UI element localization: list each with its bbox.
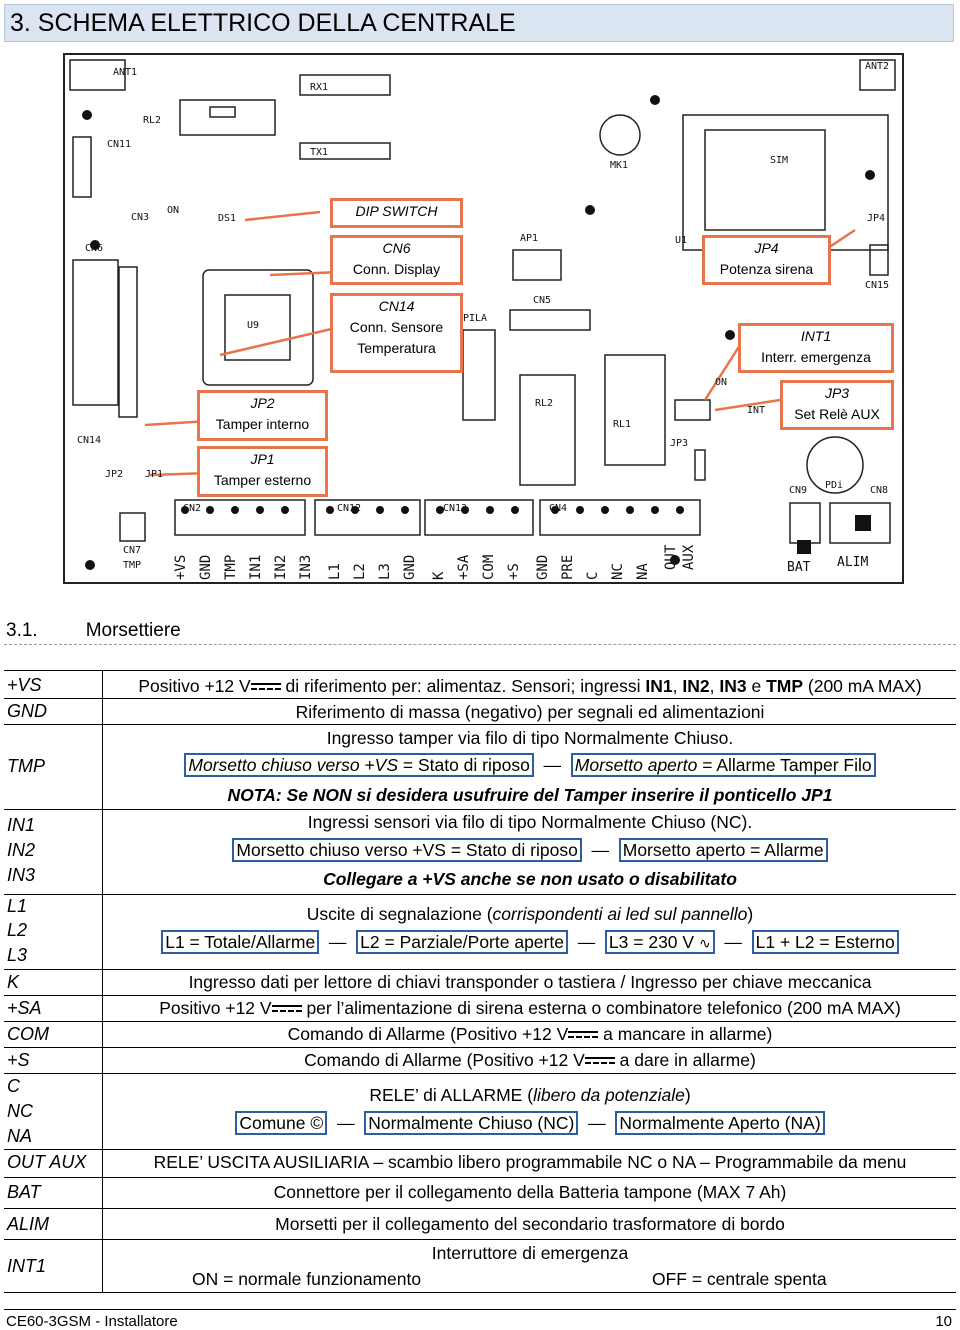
term-c: C (7, 1076, 20, 1096)
desc-in-line3: Collegare a +VS anche se non usato o disabilitato (323, 869, 737, 889)
term-k: K (7, 972, 20, 992)
label-u1: U1 (675, 235, 688, 246)
desc-int1-line1: Interruttore di emergenza (431, 1243, 629, 1263)
callout-jp4: JP4 Potenza sirena (702, 235, 831, 285)
label-jp2: JP2 (105, 469, 124, 480)
desc-k: Ingresso dati per lettore di chiavi transponder o tastiera / Ingresso per chiave meccanica (188, 972, 872, 992)
desc-tmp-line1: Ingresso tamper via filo di tipo Normalmente Chiuso. (326, 728, 734, 748)
table-bottom-line (4, 1292, 956, 1293)
label-u9: U9 (247, 320, 260, 331)
page-header (4, 4, 954, 42)
terminal-label: IN2 (273, 554, 289, 580)
label-rl2: RL2 (143, 115, 162, 126)
label-cn15: CN15 (865, 280, 890, 291)
term-l3: L3 (7, 945, 28, 965)
terminal-label: NC (610, 563, 626, 580)
label-rl2-lower: RL2 (535, 398, 554, 409)
label-alim: ALIM (837, 555, 869, 570)
term-vs: +VS (7, 675, 42, 695)
terminal-label: OUT (663, 544, 679, 570)
desc-int1-off: OFF = centrale spenta (652, 1269, 827, 1289)
label-ds1: DS1 (218, 213, 237, 224)
desc-alim: Morsetti per il collegamento del secondario trasformatore di bordo (275, 1214, 785, 1234)
term-l2: L2 (7, 920, 28, 940)
term-int1: INT1 (7, 1256, 47, 1276)
label-on-int: ON (715, 377, 728, 388)
desc-bat: Connettore per il collegamento della Batteria tampone (MAX 7 Ah) (273, 1182, 787, 1202)
label-cn8: CN8 (870, 485, 889, 496)
label-pila: PILA (463, 313, 488, 324)
label-cn2: CN2 (183, 503, 202, 514)
callout-int1: INT1 Interr. emergenza (738, 323, 894, 373)
desc-l-line1: Uscite di segnalazione (corrispondenti ai led sul pannello) (306, 904, 754, 924)
term-in1: IN1 (7, 815, 36, 835)
term-in2: IN2 (7, 840, 36, 860)
terminal-label: GND (535, 554, 551, 580)
row-divider (4, 995, 956, 996)
label-cn6: CN6 (85, 243, 104, 254)
desc-l-line2: L1 = Totale/Allarme — L2 = Parziale/Porte aperte — L3 = 230 V ∿ — L1 + L2 = Esterno (106, 932, 954, 953)
term-sa: +SA (7, 998, 42, 1018)
label-tmp: TMP (123, 560, 142, 571)
page-title: 3. SCHEMA ELETTRICO DELLA CENTRALE (10, 9, 516, 37)
section-divider (4, 644, 956, 645)
callout-cn14: CN14 Conn. Sensore Temperatura (330, 293, 463, 373)
section-number: 3.1. (6, 620, 38, 641)
terminal-label: AUX (681, 544, 697, 570)
label-cn13: CN13 (443, 503, 468, 514)
label-bat: BAT (787, 560, 811, 575)
row-divider (4, 1149, 956, 1150)
desc-in-line1: Ingressi sensori via filo di tipo Normalmente Chiuso (NC). (307, 812, 753, 832)
label-cn14: CN14 (77, 435, 102, 446)
label-ap1: AP1 (520, 233, 539, 244)
terminal-label: NA (635, 563, 651, 580)
desc-s: Comando di Allarme (Positivo +12 V a dare in allarme) (304, 1050, 756, 1070)
callout-cn6: CN6 Conn. Display (330, 235, 463, 285)
desc-int1-on: ON = normale funzionamento (192, 1269, 422, 1289)
label-sim: SIM (770, 155, 789, 166)
label-cn11: CN11 (107, 139, 132, 150)
term-alim: ALIM (7, 1214, 50, 1234)
term-l1: L1 (7, 896, 28, 916)
callout-jp1: JP1 Tamper esterno (197, 446, 328, 497)
label-pdi: PDi (825, 480, 844, 491)
term-out-aux: OUT AUX (7, 1152, 87, 1172)
label-tx1: TX1 (310, 147, 329, 158)
row-divider (4, 1177, 956, 1178)
desc-gnd: Riferimento di massa (negativo) per segnali ed alimentazioni (295, 702, 765, 722)
label-on: ON (167, 205, 180, 216)
label-cn3: CN3 (131, 212, 150, 223)
label-cn12: CN12 (337, 503, 362, 514)
term-nc: NC (7, 1101, 33, 1121)
row-divider (4, 698, 956, 699)
footer-doc-name: CE60-3GSM - Installatore (6, 1313, 178, 1330)
desc-tmp-line2: Morsetto chiuso verso +VS = Stato di riposo — Morsetto aperto = Allarme Tamper Filo (106, 755, 954, 776)
desc-in-line2: Morsetto chiuso verso +VS = Stato di riposo — Morsetto aperto = Allarme (106, 840, 954, 861)
terminal-label: +SA (456, 554, 472, 580)
label-ant1: ANT1 (113, 67, 138, 78)
label-int: INT (747, 405, 766, 416)
column-divider (102, 670, 103, 1292)
callout-jp3: JP3 Set Relè AUX (780, 380, 894, 430)
desc-sa: Positivo +12 V per l’alimentazione di sirena esterna o combinatore telefonico (200 mA MAX) (159, 998, 901, 1018)
label-jp1: JP1 (145, 469, 164, 480)
label-rx1: RX1 (310, 82, 329, 93)
desc-tmp-note: NOTA: Se NON si desidera usufruire del Tamper inserire il ponticello JP1 (227, 785, 833, 805)
callout-dip-switch: DIP SWITCH (330, 198, 463, 228)
row-divider (4, 1021, 956, 1022)
term-com: COM (7, 1024, 49, 1044)
terminal-label: GND (402, 554, 418, 580)
desc-out-aux: RELE’ USCITA AUSILIARIA – scambio libero programmabile NC o NA – Programmabile da menu (153, 1152, 907, 1172)
label-jp3: JP3 (670, 438, 689, 449)
desc-com: Comando di Allarme (Positivo +12 V a mancare in allarme) (287, 1024, 773, 1044)
row-divider (4, 1047, 956, 1048)
row-divider (4, 724, 956, 725)
terminal-label: IN1 (248, 554, 264, 580)
terminal-label: +VS (173, 554, 189, 580)
footer-line (4, 1309, 956, 1310)
term-bat: BAT (7, 1182, 41, 1202)
label-cn7: CN7 (123, 545, 142, 556)
table-top-line (4, 670, 956, 671)
label-cn5: CN5 (533, 295, 552, 306)
terminal-label: IN3 (298, 554, 314, 580)
section-heading (6, 620, 181, 642)
callout-jp2: JP2 Tamper interno (197, 390, 328, 441)
terminal-label: +S (506, 563, 522, 580)
row-divider (4, 1239, 956, 1240)
terminal-label: COM (481, 554, 497, 580)
label-cn4: CN4 (549, 503, 568, 514)
term-gnd: GND (7, 701, 47, 721)
term-tmp: TMP (7, 756, 45, 776)
label-cn9: CN9 (789, 485, 808, 496)
term-in3: IN3 (7, 865, 36, 885)
row-divider (4, 809, 956, 810)
label-jp4: JP4 (867, 213, 886, 224)
footer-page-number: 10 (935, 1313, 952, 1330)
terminal-label: K (431, 571, 447, 580)
row-divider (4, 1208, 956, 1209)
desc-rele-line2: Comune © — Normalmente Chiuso (NC) — Normalmente Aperto (NA) (106, 1113, 954, 1134)
label-ant2: ANT2 (865, 61, 890, 72)
terminal-label: L1 (327, 563, 343, 580)
terminal-label: L3 (377, 563, 393, 580)
terminal-label: PRE (560, 554, 576, 580)
terminal-label: GND (198, 554, 214, 580)
row-divider (4, 1073, 956, 1074)
label-rl1: RL1 (613, 419, 632, 430)
term-na: NA (7, 1126, 33, 1146)
terminal-label: L2 (352, 563, 368, 580)
term-s: +S (7, 1050, 30, 1070)
circuit-board-diagram (63, 53, 904, 584)
desc-rele-line1: RELE’ di ALLARME (libero da potenziale) (369, 1085, 691, 1105)
section-title: Morsettiere (85, 620, 181, 641)
row-divider (4, 894, 956, 895)
label-mk1: MK1 (610, 160, 629, 171)
terminal-label: TMP (223, 554, 239, 580)
terminal-label: C (585, 571, 601, 580)
row-divider (4, 969, 956, 970)
desc-vs: Positivo +12 V di riferimento per: alimentaz. Sensori; ingressi IN1, IN2, IN3 e TMP (200 mA MAX) (138, 676, 922, 696)
